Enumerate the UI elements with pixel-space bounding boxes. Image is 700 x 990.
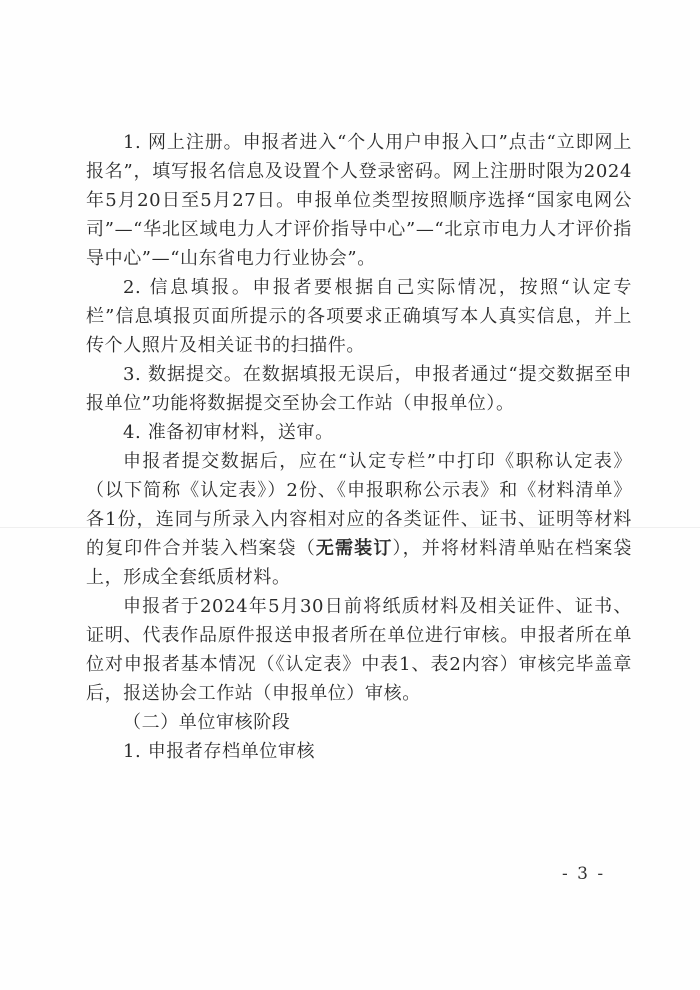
materials-text-before: 申报者提交数据后，应在“认定专栏”中打印《职称认定表》（以下简称《认定表》）2份、《申报职称公示表》和《材料清单》各1份，连同与所录入内容相对应的各类证件、证书、证明等材料的复印件合并装入档案袋（ xyxy=(86,451,632,559)
paragraph-archive-unit-review: 1. 申报者存档单位审核 xyxy=(123,741,316,762)
paragraph-submission-deadline: 申报者于2024年5月30日前将纸质材料及相关证件、证书、证明、代表作品原件报送申报者所在单位进行审核。申报者所在单位对申报者基本情况（《认定表》中表1、表2内容）审核完毕盖章后，报送协会工作站（申报单位）审核。 xyxy=(86,596,632,704)
paragraph-prepare-materials: 4. 准备初审材料，送审。 xyxy=(123,422,334,443)
paragraph-information-filling: 2. 信息填报。申报者要根据自己实际情况，按照“认定专栏”信息填报页面所提示的各项要求正确填写本人真实信息，并上传个人照片及相关证书的扫描件。 xyxy=(86,277,632,356)
section-heading-unit-review: （二）单位审核阶段 xyxy=(123,712,291,733)
paragraph-data-submission: 3. 数据提交。在数据填报无误后，申报者通过“提交数据至申报单位”功能将数据提交至协会工作站（申报单位）。 xyxy=(86,364,632,414)
paragraph-materials-details xyxy=(86,447,632,592)
page-number: - 3 - xyxy=(562,864,606,884)
no-binding-emphasis: 无需装订 xyxy=(315,538,393,559)
materials-text-after: ），并将材料清单贴在档案袋上，形成全套纸质材料。 xyxy=(86,538,632,588)
document-body xyxy=(86,128,632,766)
paragraph-online-registration: 1. 网上注册。申报者进入“个人用户申报入口”点击“立即网上报名”，填写报名信息及设置个人登录密码。网上注册时限为2024年5月20日至5月27日。申报单位类型按照顺序选择“国家电网公司”—“华北区域电力人才评价指导中心”—“北京市电力人才评价指导中心”—“山东省电力行业协会”。 xyxy=(86,132,632,269)
